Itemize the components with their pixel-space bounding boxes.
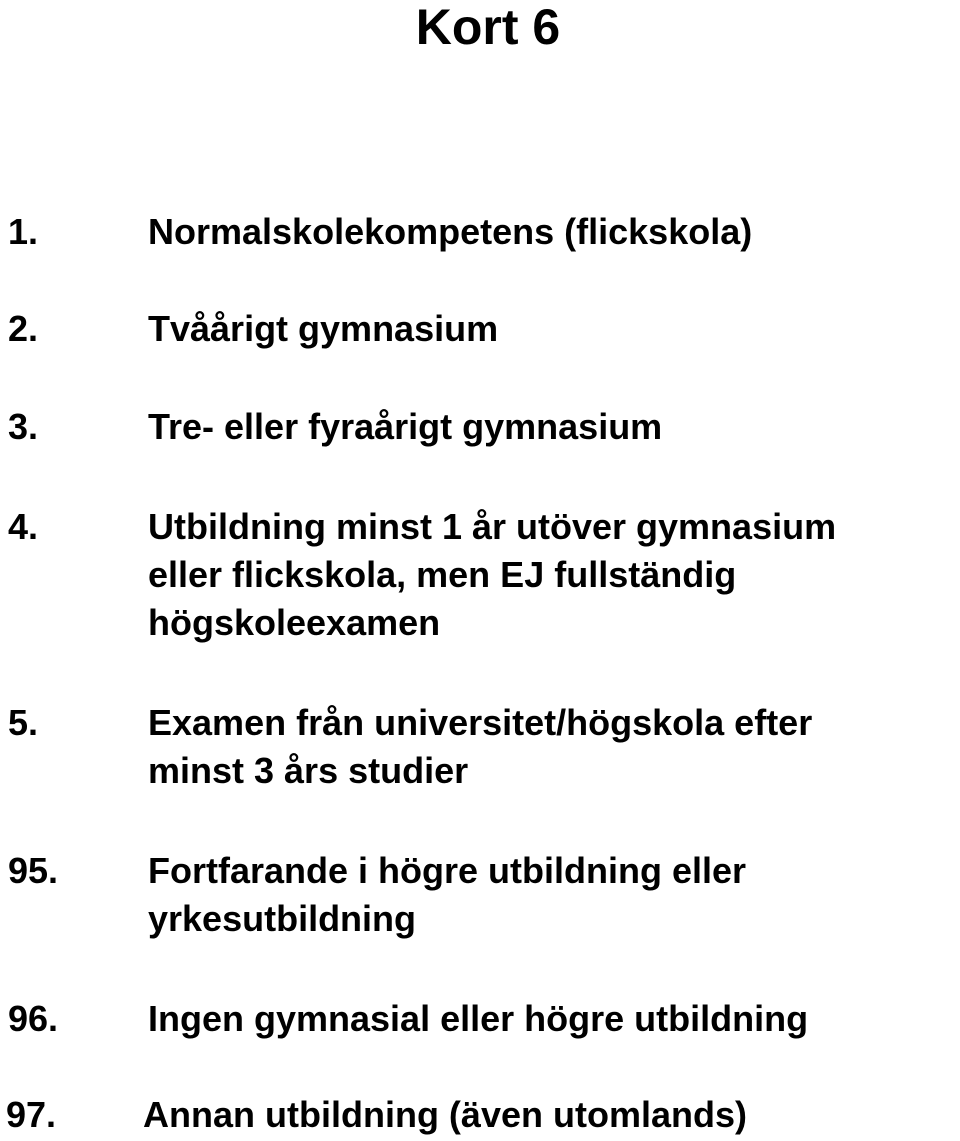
item-number: 4. (8, 506, 39, 547)
item-text (148, 847, 960, 943)
item-number: 97. (6, 1094, 57, 1135)
item-text-line: Examen från universitet/högskola efter (148, 702, 813, 743)
item-number: 2. (8, 308, 39, 349)
item-text (148, 995, 960, 1043)
item-number: 5. (8, 702, 39, 743)
item-text-line: Normalskolekompetens (flickskola) (148, 211, 753, 252)
item-text-line: minst 3 års studier (148, 750, 469, 791)
item-text-line: yrkesutbildning (148, 898, 417, 939)
page-title: Kort 6 (415, 0, 561, 55)
item-text-line: Ingen gymnasial eller högre utbildning (148, 998, 809, 1039)
item-number: 95. (8, 850, 59, 891)
item-text (148, 699, 960, 795)
item-text (148, 503, 960, 647)
item-text-line: Utbildning minst 1 år utöver gymnasium (148, 506, 837, 547)
item-number: 1. (8, 211, 39, 252)
item-text-line: Tre- eller fyraårigt gymnasium (148, 406, 663, 447)
item-number: 3. (8, 406, 39, 447)
item-text-line: högskoleexamen (148, 602, 441, 643)
item-text-line: Annan utbildning (även utomlands) (143, 1094, 747, 1135)
item-text (148, 305, 960, 353)
item-text-line: Fortfarande i högre utbildning eller (148, 850, 747, 891)
item-text-line: Tvåårigt gymnasium (148, 308, 499, 349)
item-text (148, 403, 960, 451)
item-text-line: eller flickskola, men EJ fullständig (148, 554, 737, 595)
item-number: 96. (8, 998, 59, 1039)
item-text (148, 208, 960, 256)
item-text (143, 1091, 955, 1139)
